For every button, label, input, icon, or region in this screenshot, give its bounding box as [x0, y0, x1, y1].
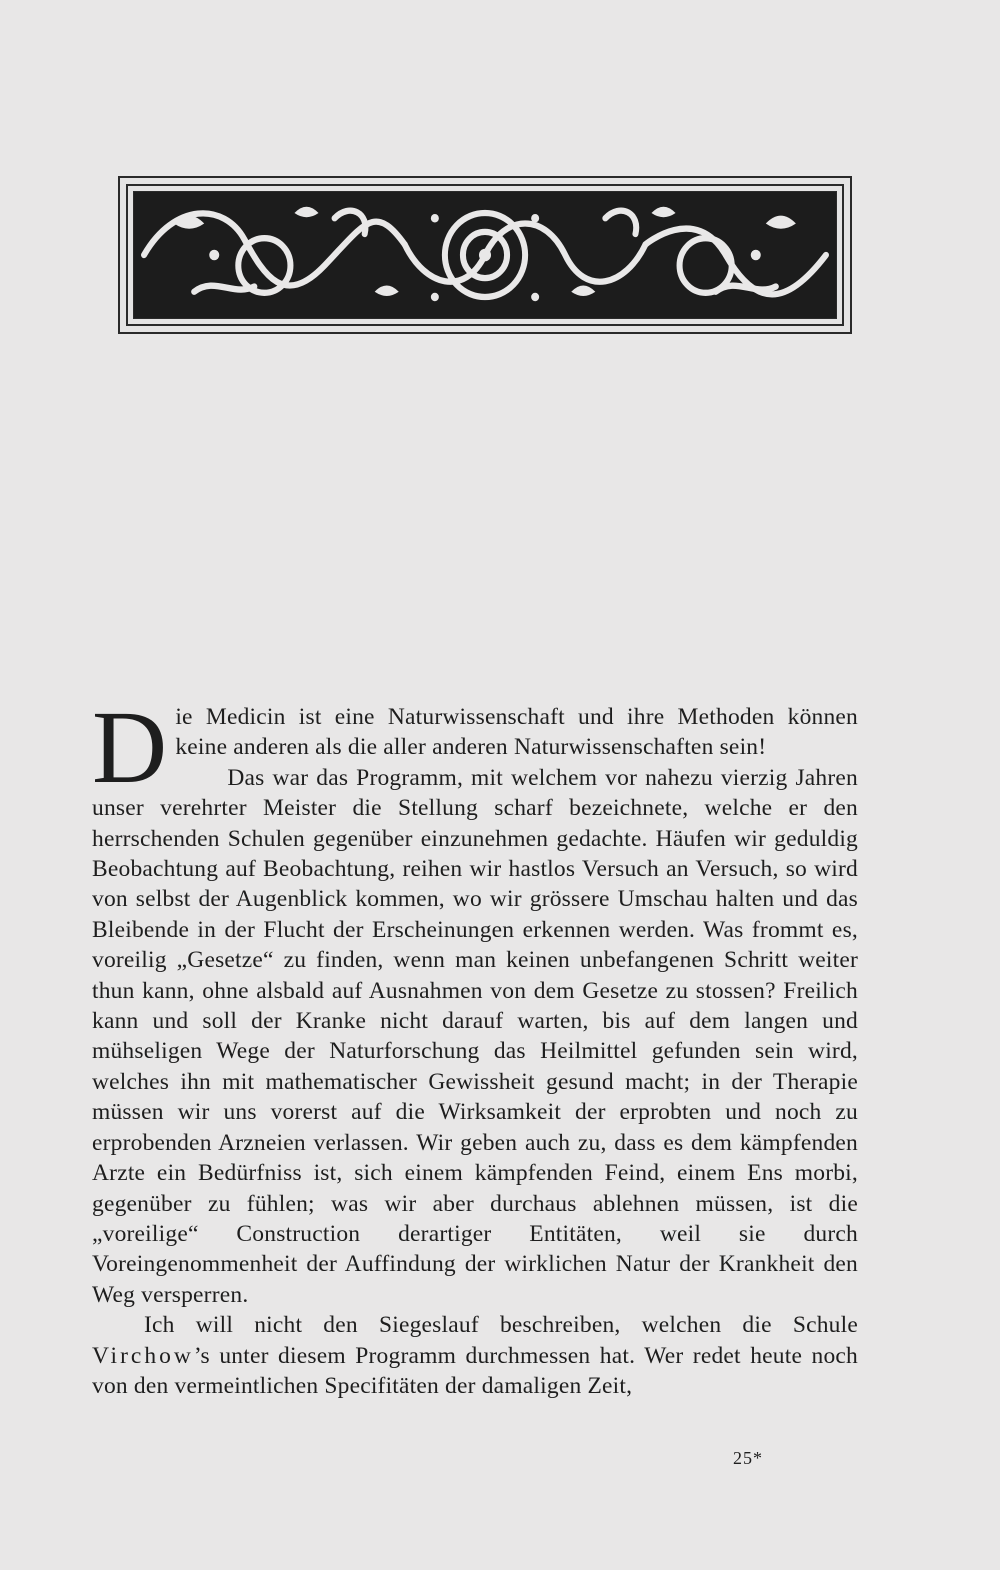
paragraph-3-start: Ich will nicht den Siegeslauf beschreiben, welchen die Schule [144, 1312, 858, 1339]
ornament-scrollwork [133, 191, 837, 319]
body-text [92, 690, 858, 1401]
paragraph-1 [92, 690, 858, 805]
page-number: 25* [733, 1448, 763, 1468]
paragraph-1-text: ie Medicin ist eine Naturwissenschaft und ihre Methoden können keine anderen als die aller anderen Naturwissenschaften sein! [175, 704, 858, 761]
drop-cap: D [92, 690, 168, 805]
scroll-ornament-icon [134, 192, 836, 318]
decorative-header-band [118, 176, 852, 334]
paragraph-2: Das war das Programm, mit welchem vor nahezu vierzig Jahren unser verehrter Meister die Stellung scharf bezeichnete, welche er den herrschenden Schulen gegenüber einzunehmen gedachte. Häufen wir geduldig Beobachtung auf Beobachtung, reihen wir hastlos Versuch an Versuch, so wird von selbst der Augenblick kommen, wo wir grössere Umschau halten und das Bleibende in der Flucht der Erscheinungen erkennen werden. Was frommt es, voreilig „Gesetze“ zu finden, wenn man keinen unbefangenen Schritt weiter thun kann, ohne alsbald auf Ausnahmen von dem Gesetze zu stossen? Freilich kann und soll der Kranke nicht darauf warten, bis auf dem langen und mühseligen Wege der Naturforschung das Heilmittel gefunden sein wird, welches ihn mit mathematischer Gewissheit gesund macht; in der Therapie müssen wir uns vorerst auf die Wirksamkeit der erprobten und noch zu erprobenden Arzneien verlassen. Wir geben auch zu, dass es dem kämpfenden Arzte ein Bedürfniss ist, sich einem kämpfenden Feind, einem Ens morbi, gegenüber zu fühlen; was wir aber durchaus ablehnen müssen, ist die „voreilige“ Construction derartiger Entitäten, weil sie durch Voreingenommenheit der Auffindung der wirklichen Natur der Krankheit den Weg versperren. [92, 764, 858, 1308]
paragraph-3 [92, 1310, 858, 1401]
paragraph-3-rest: ’s unter diesem Programm durchmessen hat. Wer redet heute noch von den vermeintlichen Specifitäten der damaligen Zeit, [92, 1342, 858, 1399]
author-name: Virchow [92, 1342, 194, 1369]
